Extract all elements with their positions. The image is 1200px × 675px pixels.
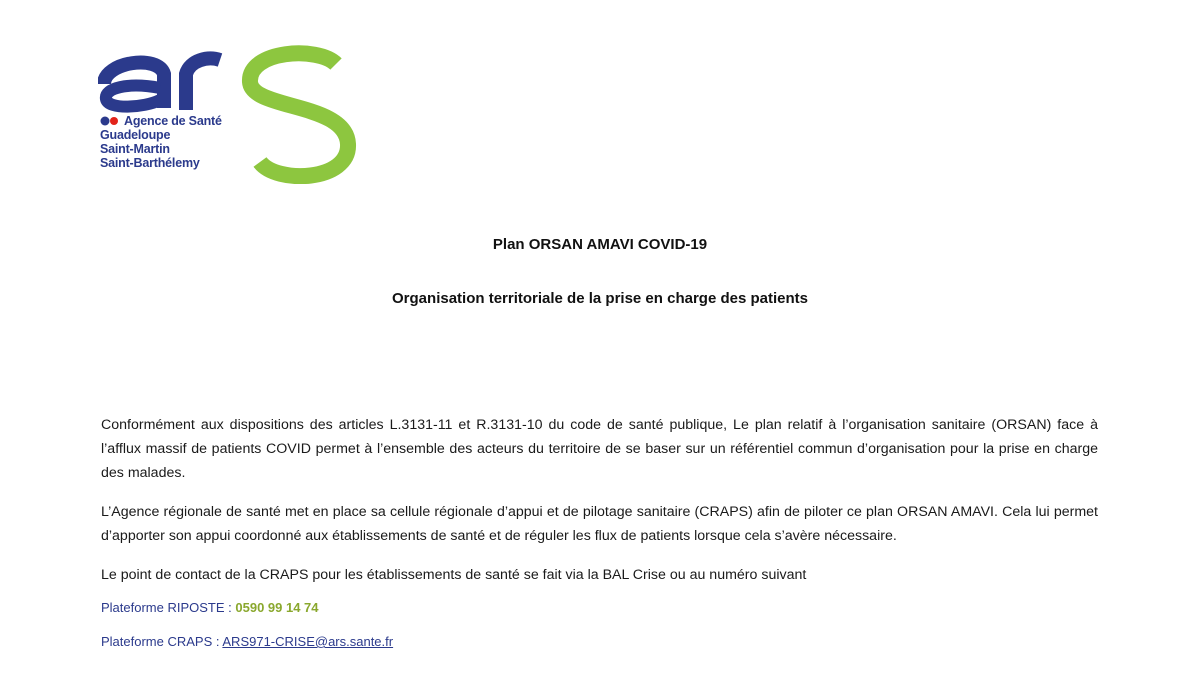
paragraph-contact: Le point de contact de la CRAPS pour les établissements de santé se fait via la BAL Crise ou au numéro suivant [101, 567, 807, 583]
region-saint-martin: Saint-Martin [100, 142, 170, 156]
document-title: Plan ORSAN AMAVI COVID-19 [492, 236, 708, 253]
agency-dots-icon [100, 116, 122, 126]
logo-subtitle [100, 114, 222, 170]
ars-logo [98, 44, 360, 184]
contact-craps-email-link[interactable]: ARS971-CRISE@ars.sante.fr [222, 634, 394, 649]
paragraph-orsan: Conformément aux dispositions des articles L.3131-11 et R.3131-10 du code de santé publique, Le plan relatif à l’organisation sanitaire (ORSAN) face à l’afflux massif de patients COVID permet à l’ensemble des acteurs du territoire de se baser sur un référentiel commun d’organisation pour la prise en charge des malades. [101, 417, 1098, 481]
contact-craps [101, 634, 393, 649]
contact-riposte-phone[interactable]: 0590 99 14 74 [235, 600, 319, 615]
contact-riposte-label: Plateforme RIPOSTE : [101, 600, 236, 615]
region-saint-barthelemy: Saint-Barthélemy [100, 156, 200, 170]
document-subtitle: Organisation territoriale de la prise en charge des patients [392, 290, 808, 307]
contact-craps-label: Plateforme CRAPS : [101, 634, 223, 649]
paragraph-craps: L’Agence régionale de santé met en place sa cellule régionale d’appui et de pilotage sanitaire (CRAPS) afin de piloter ce plan ORSAN AMAVI. Cela lui permet d’apporter son appui coordonné aux établissements de santé et de réguler les flux de patients lorsque cela s’avère nécessaire. [101, 504, 1098, 544]
contact-riposte [101, 600, 319, 615]
region-guadeloupe: Guadeloupe [100, 128, 171, 142]
agency-name: Agence de Santé [124, 114, 222, 128]
